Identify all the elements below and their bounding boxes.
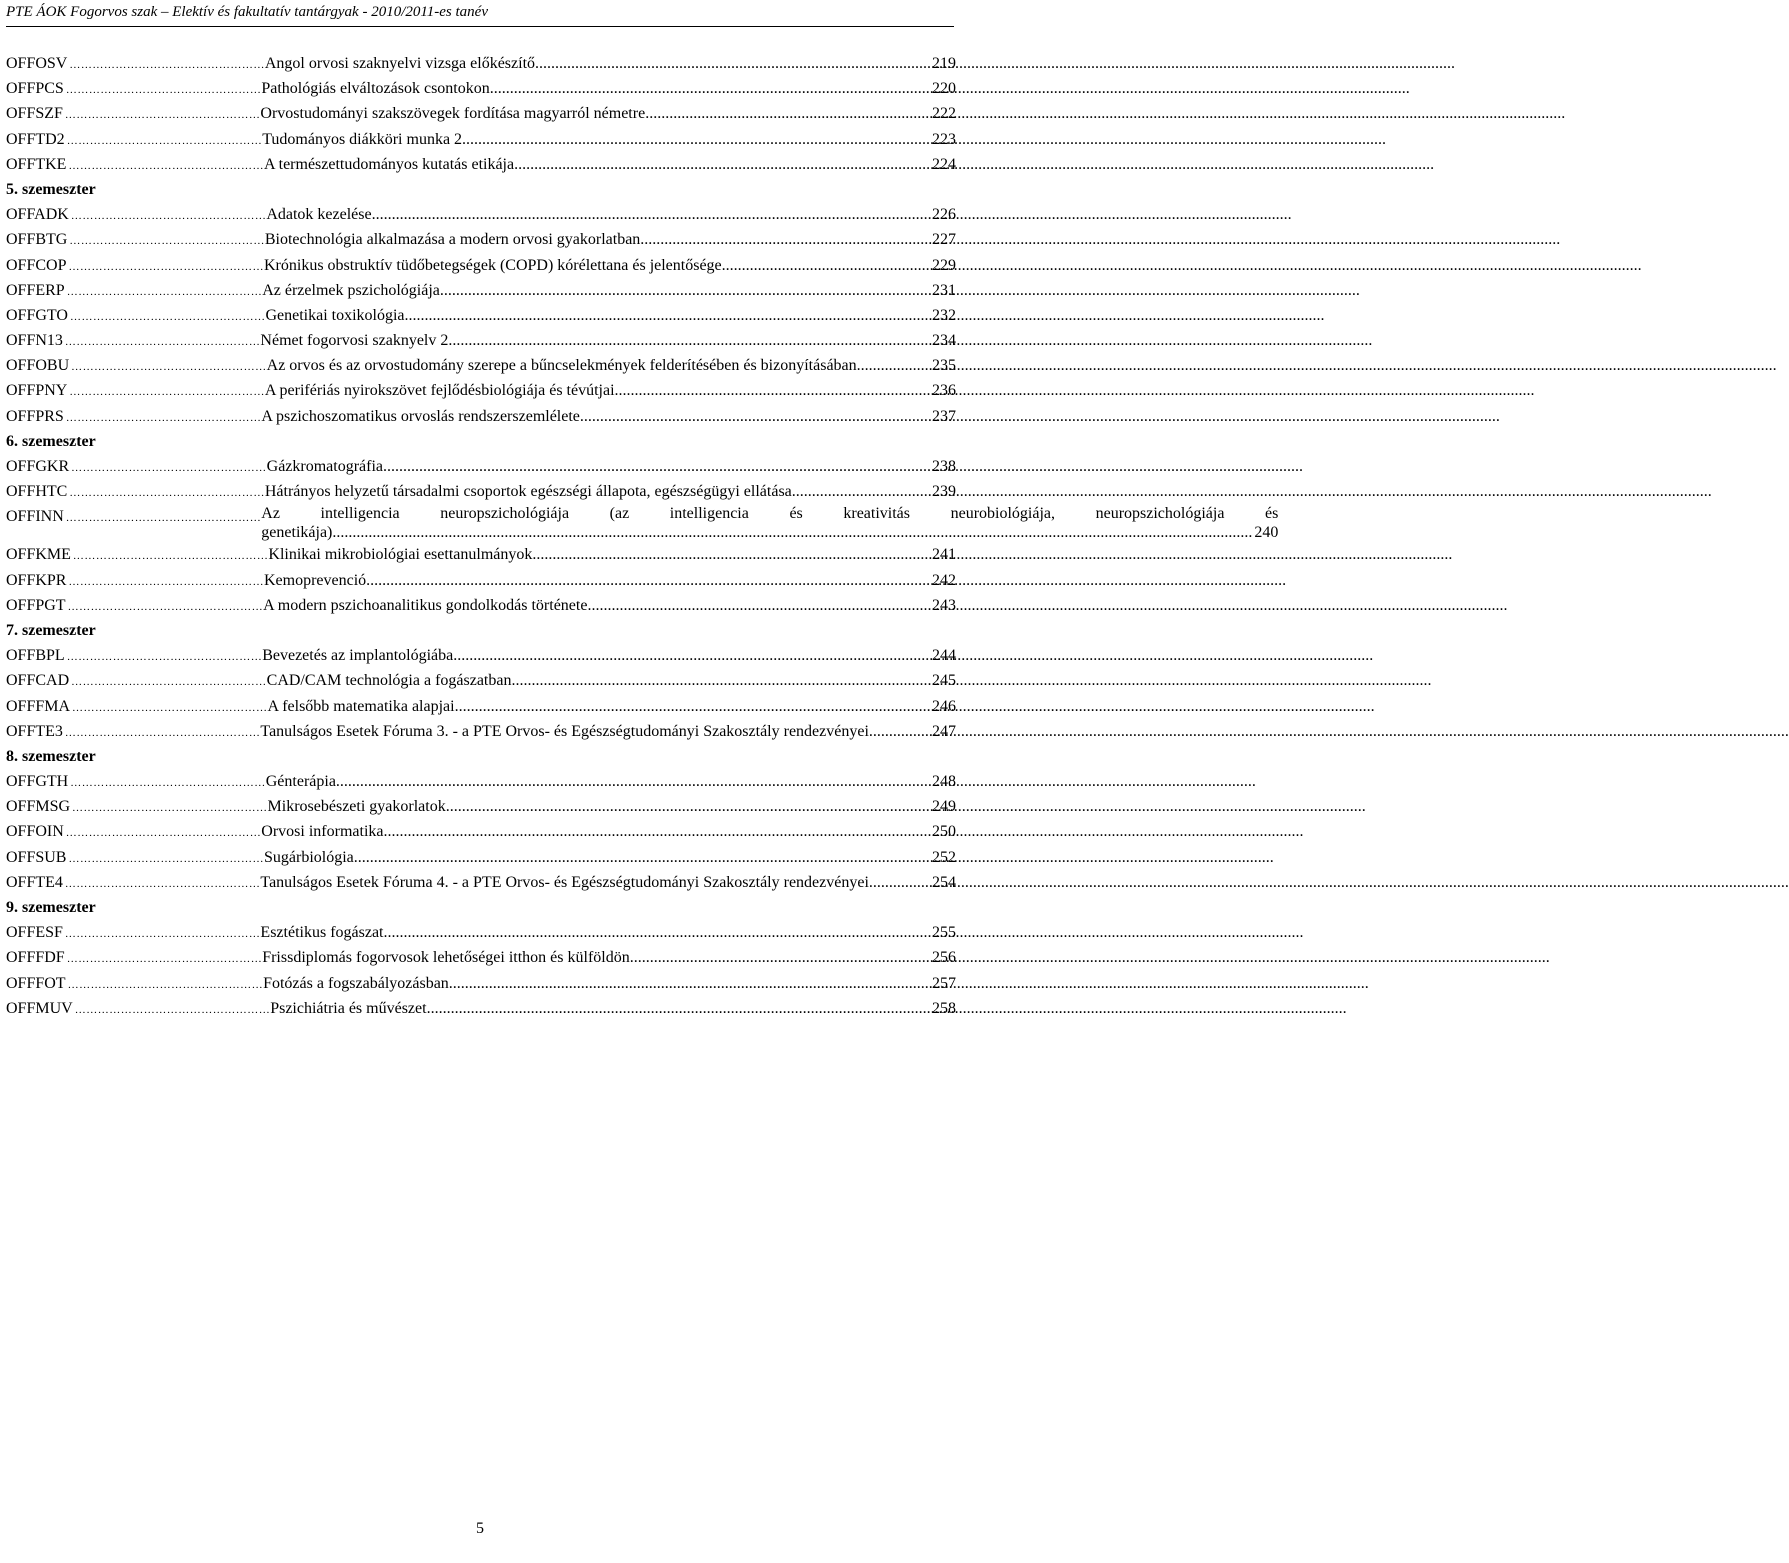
code-leader-dots <box>68 845 264 872</box>
page-ref: 232 <box>932 306 956 324</box>
leader-dots <box>722 253 930 278</box>
code-leader-dots <box>66 504 262 531</box>
course-code-cell <box>6 845 264 872</box>
course-title: Biotechnológia alkalmazása a modern orvosi gyakorlatban <box>264 231 641 249</box>
course-code-cell <box>6 454 267 481</box>
course-code: OFFBPL <box>6 643 67 670</box>
course-title: Genetikai toxikológia <box>265 306 405 324</box>
course-code-cell <box>6 227 265 254</box>
course-code: OFFOIN <box>6 819 66 846</box>
course-code-cell <box>6 328 260 355</box>
leader-dots <box>640 227 930 252</box>
toc-entry[interactable] <box>6 479 956 504</box>
page-ref: 235 <box>932 357 956 375</box>
running-header <box>6 0 954 27</box>
course-title: Klinikai mikrobiológiai esettanulmányok <box>268 546 533 564</box>
page-ref: 249 <box>932 798 956 816</box>
course-title: Frissdiplomás fogorvosok lehetőségei itthon és külföldön <box>262 949 630 967</box>
section-heading: 5. szemeszter <box>6 180 96 198</box>
code-leader-dots <box>69 227 265 254</box>
course-code: OFFTE4 <box>6 870 65 897</box>
code-leader-dots <box>70 303 266 330</box>
toc-entry[interactable] <box>6 227 956 252</box>
course-code: OFFPRS <box>6 404 66 431</box>
course-code: OFFPGT <box>6 593 68 620</box>
code-leader-dots <box>65 870 261 897</box>
course-title: Tanulságos Esetek Fóruma 4. - a PTE Orvos- és Egészségtudományi Szakosztály rendezvényei <box>260 873 869 891</box>
leader-dots <box>405 303 930 328</box>
page-ref: 231 <box>932 281 956 299</box>
toc-entry[interactable] <box>6 127 956 152</box>
course-code-cell <box>6 794 268 821</box>
leader-dots <box>580 404 930 429</box>
code-leader-dots <box>65 920 261 947</box>
course-title: Esztétikus fogászat <box>260 924 384 942</box>
course-code-cell <box>6 945 262 972</box>
course-code-cell <box>6 668 267 695</box>
toc-entry[interactable] <box>6 76 956 101</box>
course-code: OFFINN <box>6 504 66 531</box>
course-code: OFFN13 <box>6 328 65 355</box>
code-leader-dots <box>71 668 267 695</box>
course-title: Tudományos diákköri munka 2. <box>262 130 467 148</box>
code-leader-dots <box>73 542 269 569</box>
code-leader-dots <box>68 152 264 179</box>
course-code-cell <box>6 996 270 1023</box>
leader-dots <box>427 996 930 1021</box>
code-leader-dots <box>71 454 267 481</box>
course-code-cell <box>6 76 261 103</box>
leader-dots <box>383 454 930 479</box>
code-leader-dots <box>69 479 265 506</box>
page-ref: 236 <box>932 382 956 400</box>
course-title: A felsőbb matematika alapjai <box>267 697 455 715</box>
code-leader-dots <box>67 643 263 670</box>
leader-dots <box>466 127 930 152</box>
code-leader-dots <box>75 996 271 1023</box>
course-code: OFFCAD <box>6 668 71 695</box>
toc-entry[interactable] <box>6 378 956 403</box>
course-title: A természettudományos kutatás etikája <box>263 155 515 173</box>
page-ref: 239 <box>932 483 956 501</box>
toc-entry[interactable] <box>6 870 956 895</box>
course-code: OFFBTG <box>6 227 69 254</box>
toc-entry[interactable] <box>6 971 956 996</box>
toc-entry[interactable] <box>6 694 956 719</box>
leader-dots <box>440 278 930 303</box>
toc-entry[interactable] <box>6 769 956 794</box>
leader-dots <box>514 152 930 177</box>
leader-dots <box>857 353 930 378</box>
course-code: OFFSZF <box>6 101 65 128</box>
page-ref: 238 <box>932 458 956 475</box>
course-code: OFFFDF <box>6 945 67 972</box>
course-code: OFFTKE <box>6 152 68 179</box>
toc-entry[interactable] <box>6 101 956 126</box>
leader-dots <box>453 643 930 668</box>
leader-dots <box>384 920 931 945</box>
toc-entry[interactable] <box>6 542 956 567</box>
toc-entry[interactable] <box>6 253 956 278</box>
course-code: OFFGTH <box>6 769 70 796</box>
course-code-cell <box>6 51 265 78</box>
leader-dots <box>372 202 930 227</box>
page-ref: 222 <box>932 105 956 123</box>
course-code-cell <box>6 353 267 380</box>
course-title: A pszichoszomatikus orvoslás rendszerszemlélete <box>261 407 580 425</box>
toc-entry[interactable] <box>6 568 956 593</box>
table-of-contents <box>6 51 1279 1021</box>
course-code-cell <box>6 404 261 431</box>
course-code: OFFPNY <box>6 378 69 405</box>
course-code: OFFOSV <box>6 51 69 78</box>
leader-dots <box>366 568 930 593</box>
course-code-cell <box>6 253 264 280</box>
page-ref: 247 <box>932 722 956 740</box>
code-leader-dots <box>68 971 264 998</box>
toc-entry[interactable] <box>6 794 956 819</box>
code-leader-dots <box>69 51 265 78</box>
code-leader-dots <box>71 353 267 380</box>
course-code: OFFTD2 <box>6 127 67 154</box>
page-ref: 227 <box>932 231 956 249</box>
section-heading: 6. szemeszter <box>6 432 96 450</box>
course-code-cell <box>6 643 262 670</box>
course-code: OFFHTC <box>6 479 69 506</box>
toc-entry[interactable] <box>6 202 956 227</box>
course-code-cell <box>6 568 264 595</box>
section-heading: 7. szemeszter <box>6 621 96 639</box>
leader-dots <box>452 328 930 353</box>
course-code: OFFFOT <box>6 971 68 998</box>
header-title: PTE ÁOK Fogorvos szak – Elektív és fakultatív tantárgyak - 2010/2011-es tanév <box>6 4 488 20</box>
leader-dots <box>446 794 930 819</box>
course-title-line1: Az intelligencia neuropszichológiája (az intelligencia és kreativitás neurobiológiája, neuropszichológiája és <box>261 505 1279 523</box>
toc-entry[interactable] <box>6 593 956 618</box>
course-code-cell <box>6 769 266 796</box>
course-title: Az érzelmek pszichológiája <box>262 281 440 299</box>
course-code: OFFKPR <box>6 568 68 595</box>
page-ref: 257 <box>932 974 956 992</box>
page-ref: 245 <box>932 672 956 690</box>
leader-dots <box>869 719 930 744</box>
toc-entry[interactable] <box>6 504 1279 542</box>
course-code: OFFKME <box>6 542 73 569</box>
leader-dots <box>384 819 931 844</box>
course-code: OFFADK <box>6 202 71 229</box>
code-leader-dots <box>69 378 265 405</box>
course-code: OFFERP <box>6 278 67 305</box>
course-code-cell <box>6 278 262 305</box>
course-code: OFFTE3 <box>6 719 65 746</box>
code-leader-dots <box>68 253 264 280</box>
code-leader-dots <box>66 404 262 431</box>
leader-dots <box>455 694 930 719</box>
page-number: 5 <box>476 1520 484 1537</box>
page-ref: 255 <box>932 924 956 942</box>
toc-entry[interactable] <box>6 920 956 945</box>
toc-entry[interactable] <box>6 845 956 870</box>
course-title: Pszichiátria és művészet <box>270 999 427 1017</box>
course-code-cell <box>6 971 263 998</box>
course-code-cell <box>6 303 265 330</box>
code-leader-dots <box>72 694 268 721</box>
course-title: Mikrosebészeti gyakorlatok <box>267 798 446 816</box>
leader-dots <box>449 971 930 996</box>
course-code-cell <box>6 870 260 897</box>
course-title: Sugárbiológia <box>263 848 354 866</box>
page-ref: 224 <box>932 155 956 173</box>
toc-entry[interactable] <box>6 454 956 479</box>
code-leader-dots <box>65 101 261 128</box>
toc-entry[interactable] <box>6 303 956 328</box>
toc-entry[interactable] <box>6 945 956 970</box>
code-leader-dots <box>65 328 261 355</box>
leader-dots <box>615 378 930 403</box>
page-ref: 246 <box>932 697 956 715</box>
course-title: Tanulságos Esetek Fóruma 3. - a PTE Orvos- és Egészségtudományi Szakosztály rendezvényei <box>260 722 869 740</box>
leader-dots <box>332 523 1252 542</box>
leader-dots <box>587 593 930 618</box>
course-code-cell <box>6 202 266 229</box>
course-title: Bevezetés az implantológiába <box>262 647 454 665</box>
course-code-cell <box>6 479 265 506</box>
course-code-cell <box>6 152 264 179</box>
page-ref: 258 <box>932 999 956 1017</box>
page-ref: 254 <box>932 873 956 891</box>
code-leader-dots <box>67 127 263 154</box>
toc-entry[interactable] <box>6 819 956 844</box>
page-ref: 223 <box>932 130 956 148</box>
code-leader-dots <box>71 202 267 229</box>
code-leader-dots <box>66 819 262 846</box>
course-title: Angol orvosi szaknyelvi vizsga előkészítő <box>264 55 536 72</box>
course-code: OFFSUB <box>6 845 68 872</box>
leader-dots <box>535 51 930 76</box>
page-ref: 219 <box>932 55 956 72</box>
course-code: OFFGKR <box>6 454 71 481</box>
page-ref: 252 <box>932 848 956 866</box>
course-code-cell <box>6 127 262 154</box>
code-leader-dots <box>72 794 268 821</box>
course-code: OFFPCS <box>6 76 66 103</box>
leader-dots <box>869 870 930 895</box>
course-title: Német fogorvosi szaknyelv 2. <box>260 332 453 350</box>
code-leader-dots <box>68 568 264 595</box>
leader-dots <box>354 845 930 870</box>
toc-entry[interactable] <box>6 404 956 429</box>
code-leader-dots <box>66 76 262 103</box>
course-code-cell <box>6 694 268 721</box>
toc-entry[interactable] <box>6 328 956 353</box>
toc-entry[interactable] <box>6 152 956 177</box>
course-code: OFFGTO <box>6 303 70 330</box>
course-code-cell <box>6 378 265 405</box>
course-title: CAD/CAM technológia a fogászatban <box>266 672 512 690</box>
course-title: A perifériás nyirokszövet fejlődésbiológiája és tévútjai <box>264 382 615 400</box>
course-code: OFFESF <box>6 920 65 947</box>
leader-dots <box>511 668 930 693</box>
page-ref: 242 <box>932 571 956 589</box>
leader-dots <box>490 76 930 101</box>
course-code: OFFMUV <box>6 996 75 1023</box>
page-ref: 240 <box>1254 524 1279 542</box>
course-code-cell <box>6 504 261 531</box>
course-code-cell <box>6 920 260 947</box>
toc-entry[interactable] <box>6 51 956 76</box>
leader-dots <box>645 101 930 126</box>
course-code-cell <box>6 101 260 128</box>
page-ref: 237 <box>932 407 956 425</box>
page-ref: 241 <box>932 546 956 564</box>
course-title: A modern pszichoanalitikus gondolkodás története <box>263 596 588 614</box>
toc-entry[interactable] <box>6 996 956 1021</box>
toc-entry[interactable] <box>6 278 956 303</box>
code-leader-dots <box>70 769 266 796</box>
course-title: Gázkromatográfia <box>266 458 384 475</box>
course-title: Hátrányos helyzetű társadalmi csoportok egészségi állapota, egészségügyi ellátása <box>264 483 792 501</box>
page-ref: 244 <box>932 647 956 665</box>
course-title: Génterápia <box>265 773 336 791</box>
toc-entry[interactable] <box>6 353 956 378</box>
page-ref: 234 <box>932 332 956 350</box>
page-ref: 256 <box>932 949 956 967</box>
section-heading: 8. szemeszter <box>6 747 96 765</box>
toc-entry[interactable] <box>6 719 956 744</box>
page-ref: 220 <box>932 80 956 98</box>
toc-entry[interactable] <box>6 643 956 668</box>
code-leader-dots <box>67 278 263 305</box>
code-leader-dots <box>65 719 261 746</box>
course-code-cell <box>6 719 260 746</box>
leader-dots <box>630 945 930 970</box>
course-code: OFFOBU <box>6 353 71 380</box>
page-ref: 248 <box>932 773 956 791</box>
course-title: Kemoprevenció <box>263 571 367 589</box>
course-code-cell <box>6 819 261 846</box>
section-heading: 9. szemeszter <box>6 899 96 916</box>
page-ref: 243 <box>932 596 956 614</box>
code-leader-dots <box>68 593 264 620</box>
toc-entry[interactable] <box>6 668 956 693</box>
page-ref: 229 <box>932 256 956 274</box>
course-title: Krónikus obstruktív tüdőbetegségek (COPD) kórélettana és jelentősége <box>263 256 722 274</box>
leader-dots <box>336 769 930 794</box>
course-code-cell <box>6 593 263 620</box>
course-title: Az orvos és az orvostudomány szerepe a bűncselekmények felderítésében és bizonyításában <box>266 357 857 375</box>
page-ref: 226 <box>932 206 956 224</box>
course-title-block <box>261 504 1278 542</box>
page-ref: 250 <box>932 823 956 841</box>
course-title: Pathológiás elváltozások csontokon <box>261 80 490 98</box>
leader-dots <box>532 542 930 567</box>
code-leader-dots <box>67 945 263 972</box>
course-title: Orvostudományi szakszövegek fordítása magyarról németre <box>260 105 646 123</box>
course-title-line2: genetikája) <box>261 524 333 542</box>
leader-dots <box>792 479 930 504</box>
course-code: OFFCOP <box>6 253 68 280</box>
course-code-cell <box>6 542 268 569</box>
course-code: OFFFMA <box>6 694 72 721</box>
course-title: Orvosi informatika <box>261 823 384 841</box>
course-title: Adatok kezelése <box>266 206 372 224</box>
course-code: OFFMSG <box>6 794 72 821</box>
course-title: Fotózás a fogszabályozásban <box>263 974 449 992</box>
